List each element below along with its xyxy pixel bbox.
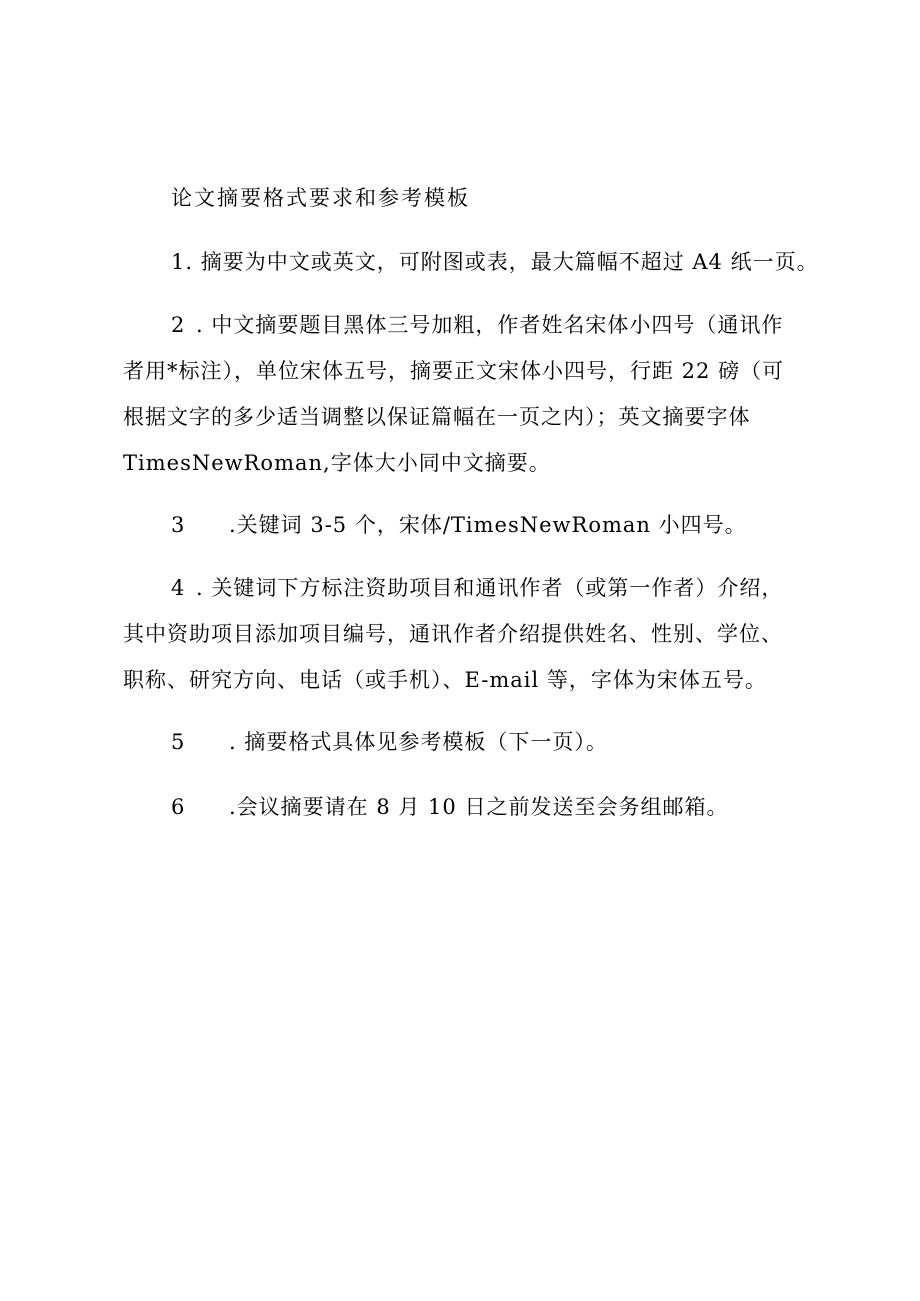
item-2-line-4: TimesNewRoman,字体大小同中文摘要。 [123, 451, 551, 475]
item-4-line-2: 其中资助项目添加项目编号，通讯作者介绍提供姓名、性别、学位、 [123, 622, 783, 646]
item-3-number: 3 [171, 513, 185, 537]
item-4-line-3: 职称、研究方向、电话（或手机）、E-mail 等，字体为宋体五号。 [123, 668, 767, 692]
item-4-number: 4 [171, 576, 185, 600]
item-4-line-1: . 关键词下方标注资助项目和通讯作者（或第一作者）介绍， [196, 576, 784, 600]
document-title: 论文摘要格式要求和参考模板 [171, 186, 470, 210]
item-6-text: .会议摘要请在 8 月 10 日之前发送至会务组邮箱。 [229, 795, 729, 819]
item-2-line-1: . 中文摘要题目黑体三号加粗，作者姓名宋体小四号（通讯作 [196, 313, 784, 337]
item-6-number: 6 [171, 795, 185, 819]
item-3-text: .关键词 3-5 个，宋体/TimesNewRoman 小四号。 [229, 513, 747, 537]
item-1-text: 1. 摘要为中文或英文，可附图或表，最大篇幅不超过 A4 纸一页。 [171, 250, 819, 274]
item-2-line-3: 根据文字的多少适当调整以保证篇幅在一页之内）；英文摘要字体 [123, 405, 751, 429]
item-2-line-2: 者用*标注），单位宋体五号，摘要正文宋体小四号，行距 22 磅（可 [123, 359, 785, 383]
item-2-number: 2 [171, 313, 185, 337]
item-5-text: . 摘要格式具体见参考模板（下一页）。 [229, 730, 608, 754]
item-5-number: 5 [171, 730, 185, 754]
